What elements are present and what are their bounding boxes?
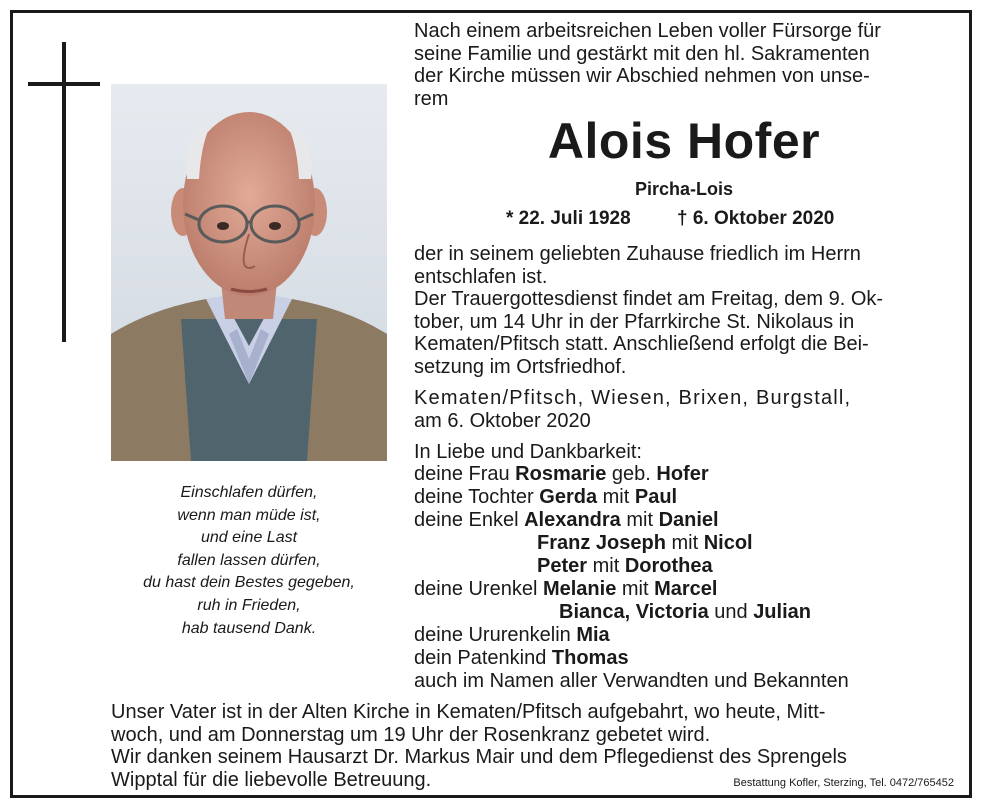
poem-line: wenn man müde ist, <box>177 506 321 524</box>
footer-line: woch, und am Donnerstag um 19 Uhr der Rosenkranz gebetet wird. <box>111 723 711 746</box>
intro-text <box>414 20 881 110</box>
mourner-great-great-grandchild: deine Ururenkelin Mia <box>414 624 610 646</box>
poem-line: und eine Last <box>200 529 298 547</box>
mourners-intro: In Liebe und Dankbarkeit: <box>414 441 642 463</box>
mourner-grandchildren: deine Enkel Alexandra mit Daniel <box>414 509 719 531</box>
body-line: Der Trauergottesdienst findet am Freitag, dem 9. Ok- <box>414 288 884 311</box>
deceased-nickname: Pircha-Lois <box>634 179 734 199</box>
body-line: tober, um 14 Uhr in der Pfarrkirche St. Nikolaus in <box>414 310 855 333</box>
mourner-wife: deine Frau Rosmarie geb. Hofer <box>414 463 709 485</box>
intro-line: Nach einem arbeitsreichen Leben voller Fürsorge für <box>414 20 881 42</box>
body-line: entschlafen ist. <box>414 265 548 288</box>
birth-date: * 22. Juli 1928 <box>506 208 631 229</box>
mourner-grandchild: Franz Joseph mit Nicol <box>537 532 753 554</box>
poem-line: hab tausend Dank. <box>181 619 317 637</box>
death-date: † 6. Oktober 2020 <box>677 208 835 229</box>
poem <box>111 482 387 640</box>
place-date <box>414 387 851 432</box>
poem-line: ruh in Frieden, <box>197 596 301 614</box>
footer-line: Wipptal für die liebevolle Betreuung. <box>111 768 432 791</box>
intro-line: seine Familie und gestärkt mit den hl. Sakramenten <box>414 42 870 65</box>
mourners-closing: auch im Namen aller Verwandten und Bekannten <box>414 670 849 692</box>
place-line: Kematen/Pfitsch, Wiesen, Brixen, Burgstall, <box>414 387 852 409</box>
body-line: setzung im Ortsfriedhof. <box>414 355 627 378</box>
mourner-godchild: dein Patenkind Thomas <box>414 647 629 669</box>
footer-line: Unser Vater ist in der Alten Kirche in Kematen/Pfitsch aufgebahrt, wo heute, Mitt- <box>111 701 826 723</box>
footer-line: Wir danken seinem Hausarzt Dr. Markus Mair und dem Pflegedienst des Sprengels <box>111 746 847 769</box>
cross-bar <box>28 82 100 86</box>
place-line: am 6. Oktober 2020 <box>414 409 591 432</box>
mourner-great-grandchild: Bianca, Victoria und Julian <box>559 601 811 623</box>
poem-line: du hast dein Bestes gegeben, <box>143 574 355 592</box>
mourner-grandchild: Peter mit Dorothea <box>537 555 713 577</box>
intro-line: rem <box>414 87 449 110</box>
intro-line: der Kirche müssen wir Abschied nehmen von unse- <box>414 65 870 88</box>
body-line: Kematen/Pfitsch statt. Anschließend erfolgt die Bei- <box>414 333 869 356</box>
portrait-photo <box>111 84 387 461</box>
body-text <box>414 243 883 379</box>
poem-line: Einschlafen dürfen, <box>180 484 318 501</box>
cross-icon <box>62 42 66 342</box>
poem-line: fallen lassen dürfen, <box>177 551 321 569</box>
funeral-home-credit: Bestattung Kofler, Sterzing, Tel. 0472/765452 <box>733 777 954 789</box>
deceased-name: Alois Hofer <box>547 113 821 169</box>
mourner-daughter: deine Tochter Gerda mit Paul <box>414 486 678 508</box>
body-line: der in seinem geliebten Zuhause friedlich im Herrn <box>414 243 861 265</box>
mourner-great-grandchildren: deine Urenkel Melanie mit Marcel <box>414 578 718 600</box>
